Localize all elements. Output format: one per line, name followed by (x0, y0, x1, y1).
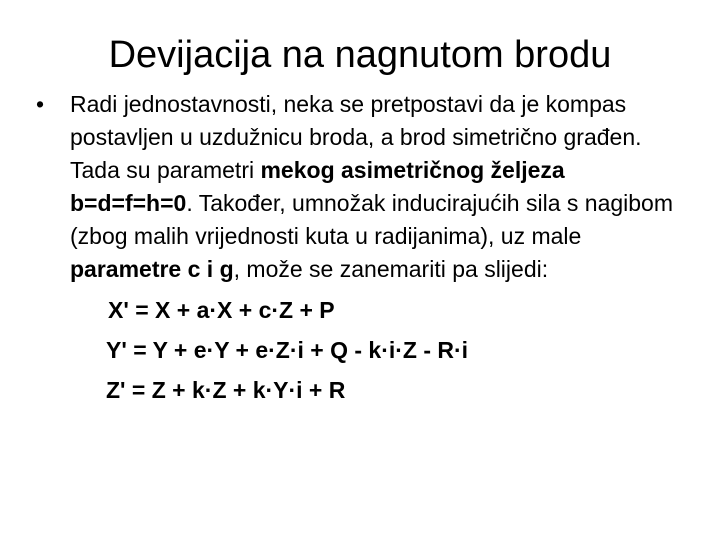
formula-y: Y' = Y + e·Y + e·Z·i + Q - k·i·Z - R·i (106, 337, 469, 363)
slide-content (36, 88, 686, 410)
formula-block (36, 290, 686, 410)
slide-title: Devijacija na nagnutom brodu (108, 34, 612, 76)
formula-x: X' = X + a·X + c·Z + P (108, 297, 335, 323)
paragraph-bold-1: mekog asimetričnog željeza b=d=f=h=0 (70, 157, 565, 216)
paragraph-text-2: . Također, umnožak inducirajućih sila s nagibom (zbog malih vrijednosti kuta u radijanima), uz male (70, 190, 674, 249)
formula-z: Z' = Z + k·Z + k·Y·i + R (106, 377, 346, 403)
paragraph-bold-2: parametre c i g (70, 256, 234, 282)
bullet-paragraph (36, 88, 686, 286)
paragraph-text-3: , može se zanemariti pa slijedi: (233, 256, 549, 282)
bullet-dot-icon: • (36, 91, 45, 117)
paragraph-text-1: Radi jednostavnosti, neka se pretpostavi da je kompas postavljen u uzdužnicu broda, a brod simetrično građen. Tada su parametri (70, 91, 642, 183)
